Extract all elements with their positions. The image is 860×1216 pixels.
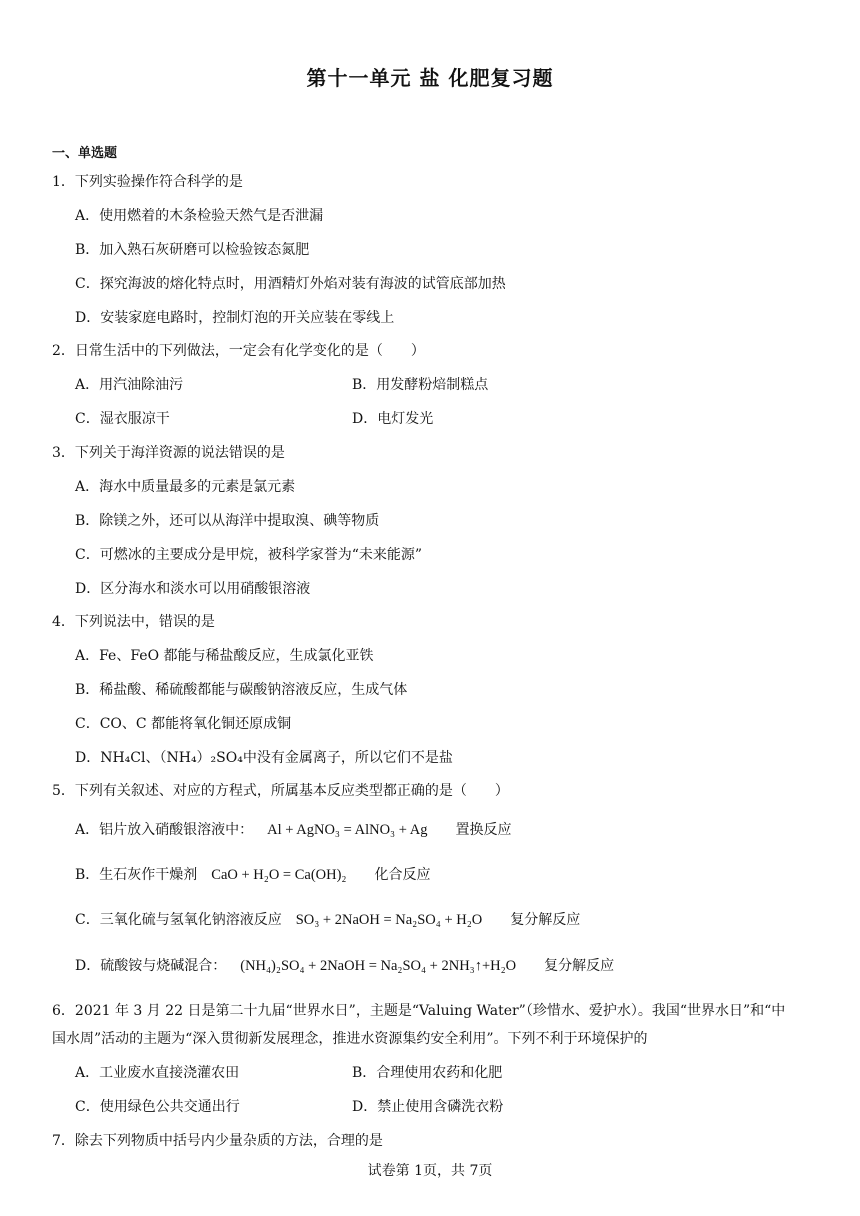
question-5-stem: 5．下列有关叙述、对应的方程式，所属基本反应类型都正确的是（ ） <box>52 783 509 799</box>
question-6-option-a: A．工业废水直接浇灌农田 <box>75 1065 240 1081</box>
question-6-option-b: B．合理使用农药和化肥 <box>352 1065 503 1081</box>
question-6-stem-line-1: 6．2021 年 3 月 22 日是第二十九届“世界水日”，主题是“Valuing Water”（珍惜水、爱护水）。我国“世界水日”和“中 <box>52 1003 786 1019</box>
question-2-option-c: C．湿衣服凉干 <box>75 411 170 427</box>
question-3-stem: 3．下列关于海洋资源的说法错误的是 <box>52 445 285 461</box>
option-text: A．铝片放入硝酸银溶液中： <box>75 822 254 838</box>
question-7-stem: 7．除去下列物质中括号内少量杂质的方法，合理的是 <box>52 1133 383 1149</box>
question-6-stem-line-2: 国水周”活动的主题为“深入贯彻新发展理念，推进水资源集约安全利用”。下列不利于环境保护的 <box>52 1031 648 1047</box>
question-6-option-d: D．禁止使用含磷洗衣粉 <box>352 1099 504 1115</box>
reaction-type: 复分解反应 <box>544 958 615 974</box>
page-footer: 试卷第 1页，共 7页 <box>367 1163 493 1179</box>
question-5-option-d <box>75 956 614 976</box>
option-text: D．硫酸铵与烧碱混合： <box>75 958 227 974</box>
question-4-option-b: B．稀盐酸、稀硫酸都能与碳酸钠溶液反应，生成气体 <box>75 682 408 698</box>
reaction-type: 复分解反应 <box>510 912 581 928</box>
question-5-option-c <box>75 910 580 930</box>
question-5-option-a <box>75 820 511 840</box>
question-4-option-d: D．NH₄Cl、（NH₄）₂SO₄中没有金属离子，所以它们不是盐 <box>75 750 453 766</box>
option-text: B．生石灰作干燥剂 <box>75 867 198 883</box>
question-4-option-c: C．CO、C 都能将氧化铜还原成铜 <box>75 716 292 732</box>
section-heading: 一、单选题 <box>52 146 118 161</box>
equation: SO₃ + 2NaOH = Na₂SO₄ + H₂O <box>295 912 483 928</box>
question-2-option-b: B．用发酵粉焙制糕点 <box>352 377 489 393</box>
question-3-option-b: B．除镁之外，还可以从海洋中提取溴、碘等物质 <box>75 513 380 529</box>
question-1-option-a: A．使用燃着的木条检验天然气是否泄漏 <box>75 208 324 224</box>
question-5-option-b <box>75 865 431 885</box>
question-6-option-c: C．使用绿色公共交通出行 <box>75 1099 240 1115</box>
option-text: C．三氧化硫与氢氧化钠溶液反应 <box>75 912 282 928</box>
equation: CaO + H₂O = Ca(OH)₂ <box>211 867 347 883</box>
question-1-stem: 1．下列实验操作符合科学的是 <box>52 174 243 190</box>
question-2-stem: 2．日常生活中的下列做法，一定会有化学变化的是（ ） <box>52 343 425 359</box>
question-4-option-a: A．Fe、FeO 都能与稀盐酸反应，生成氯化亚铁 <box>75 648 374 664</box>
reaction-type: 置换反应 <box>455 822 512 838</box>
question-1-option-b: B．加入熟石灰研磨可以检验铵态氮肥 <box>75 242 310 258</box>
question-3-option-c: C．可燃冰的主要成分是甲烷，被科学家誉为“未来能源” <box>75 547 423 563</box>
reaction-type: 化合反应 <box>374 867 431 883</box>
page-title: 第十一单元 盐 化肥复习题 <box>306 66 554 90</box>
question-4-stem: 4．下列说法中，错误的是 <box>52 614 215 630</box>
equation: Al + AgNO₃ = AlNO₃ + Ag <box>267 822 428 838</box>
question-1-option-c: C．探究海波的熔化特点时，用酒精灯外焰对装有海波的试管底部加热 <box>75 276 506 292</box>
question-2-option-a: A．用汽油除油污 <box>75 377 184 393</box>
question-1-option-d: D．安装家庭电路时，控制灯泡的开关应装在零线上 <box>75 310 395 326</box>
question-3-option-a: A．海水中质量最多的元素是氯元素 <box>75 479 296 495</box>
question-3-option-d: D．区分海水和淡水可以用硝酸银溶液 <box>75 581 311 597</box>
equation: (NH₄)₂SO₄ + 2NaOH = Na₂SO₄ + 2NH₃↑+H₂O <box>240 958 517 974</box>
question-2-option-d: D．电灯发光 <box>352 411 434 427</box>
